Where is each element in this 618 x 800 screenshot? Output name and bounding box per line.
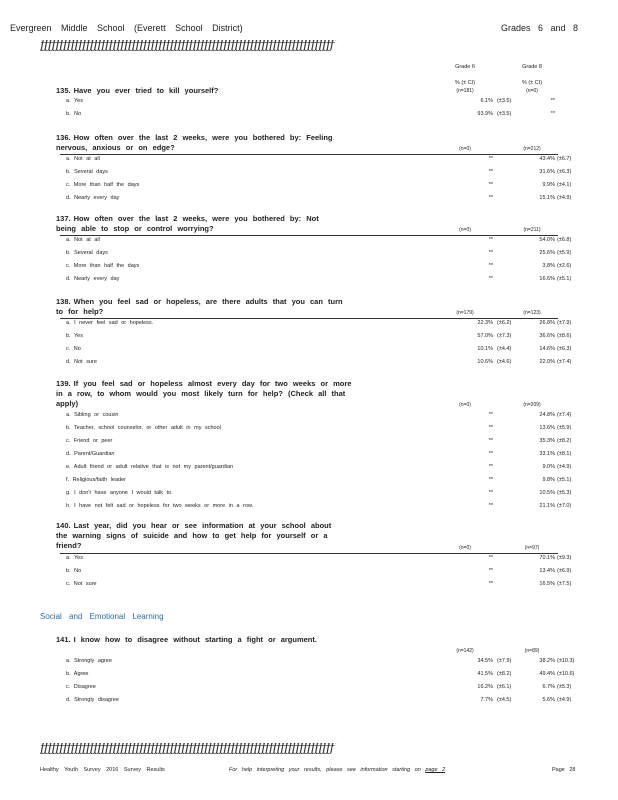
footer-survey-title: Healthy Youth Survey 2016 Survey Results	[40, 767, 165, 773]
decorative-divider-bottom: ƒƒƒƒƒƒƒƒƒƒƒƒƒƒƒƒƒƒƒƒƒƒƒƒƒƒƒƒƒƒƒƒƒƒƒƒƒƒƒƒƒƒƒƒƒƒƒƒƒƒƒƒƒƒƒƒƒƒƒƒƒƒƒƒƒƒƒƒƒƒƒƒƒƒƒƒƒ	[40, 743, 334, 754]
n-grade6: (n=179)	[456, 310, 474, 316]
col-pct-grade8: % (± CI)	[521, 80, 543, 86]
question-141: 141. I know how to disagree without starting a fight or argument.	[56, 635, 317, 644]
question-136: 136. How often over the last 2 weeks, were you bothered by: Feeling nervous, anxious or on edge?	[56, 133, 333, 152]
table-row: c. Disagree 16.2% (±6.1) 6.7% (±5.3)	[66, 684, 572, 690]
table-row: b. Agree 41.5% (±8.2) 49.4% (±10.6)	[66, 671, 575, 677]
table-row: h. I have not felt sad or hopeless for two weeks or more in a row. ** 21.1% (±7.0)	[66, 503, 572, 509]
question-140: 140. Last year, did you hear or see information at your school about the warning signs of suicide and how to get help for yourself or a friend?	[56, 521, 332, 550]
n-grade8: (n=97)	[524, 545, 540, 551]
footer-help-text: For help interpreting your results, please see information starting on page 2	[229, 767, 446, 773]
n-grade8: (n=209)	[523, 402, 541, 408]
table-row: b. Yes 57.0% (±7.3) 36.6% (±8.6)	[66, 333, 572, 339]
table-row: c. No 10.1% (±4.4) 14.6% (±6.3)	[66, 346, 572, 352]
question-text: Have you ever tried to kill yourself?	[73, 86, 219, 95]
n-grade6: (n=181)	[456, 88, 474, 94]
grades-label: Grades 6 and 8	[500, 23, 578, 33]
section-heading: Social and Emotional Learning	[40, 612, 164, 621]
table-row: c. More than half the days ** 9.9% (±4.1)	[66, 182, 572, 188]
n-grade8: (n=89)	[524, 648, 540, 654]
table-row: d. Nearly every day ** 16.6% (±5.1)	[66, 276, 572, 282]
n-grade6: (n=0)	[459, 402, 471, 408]
n-grade6: (n=142)	[456, 648, 474, 654]
table-row: a. Strongly agree 34.5% (±7.9) 38.2% (±10.3)	[66, 658, 575, 664]
table-row: b. Several days ** 31.6% (±6.3)	[66, 169, 572, 175]
table-row: a. I never feel sad or hopeless. 22.3% (±6.2) 26.8% (±7.9)	[66, 320, 572, 326]
n-grade6: (n=0)	[459, 227, 471, 233]
table-row: c. Not sure ** 16.5% (±7.5)	[66, 581, 572, 587]
table-row: d. Nearly every day ** 15.1% (±4.9)	[66, 195, 572, 201]
col-header-grade6: Grade 6	[455, 64, 475, 70]
table-row: b. Several days ** 25.6% (±5.9)	[66, 250, 572, 256]
table-row: d. Parent/Guardian ** 33.1% (±8.1)	[66, 451, 572, 457]
table-row: b. No ** 13.4% (±6.9)	[66, 568, 572, 574]
question-135	[56, 86, 386, 96]
table-row: g. I don't have anyone I would talk to. ** 10.5% (±5.3)	[66, 490, 572, 496]
col-pct-grade6: % (± CI)	[454, 80, 476, 86]
table-row: a. Yes 6.1% (±3.5) **	[66, 98, 555, 104]
col-header-grade8: Grade 8	[522, 64, 542, 70]
school-name: Evergreen Middle School (Everett School District)	[10, 23, 243, 33]
table-row: a. Sibling or cousin ** 24.8% (±7.4)	[66, 412, 572, 418]
decorative-divider-top: ƒƒƒƒƒƒƒƒƒƒƒƒƒƒƒƒƒƒƒƒƒƒƒƒƒƒƒƒƒƒƒƒƒƒƒƒƒƒƒƒƒƒƒƒƒƒƒƒƒƒƒƒƒƒƒƒƒƒƒƒƒƒƒƒƒƒƒƒƒƒƒƒƒƒƒƒƒ	[40, 40, 334, 51]
question-number: 135.	[56, 86, 71, 95]
page-2-link[interactable]: page 2	[425, 767, 446, 773]
n-grade8: (n=212)	[523, 146, 541, 152]
table-row: e. Adult friend or adult relative that is not my parent/guardian ** 9.0% (±4.9)	[66, 464, 572, 470]
n-grade8: (n=0)	[526, 88, 538, 94]
table-row: b. Teacher, school counselor, or other adult in my school ** 13.6% (±5.9)	[66, 425, 572, 431]
table-row: c. More than half the days ** 3.8% (±2.6)	[66, 263, 572, 269]
table-row: a. Not at all ** 43.4% (±6.7)	[66, 156, 572, 162]
table-row: b. No 93.9% (±3.5) **	[66, 111, 555, 117]
table-row: f. Religious/faith leader ** 9.8% (±5.1)	[66, 477, 572, 483]
n-grade8: (n=123)	[523, 310, 541, 316]
table-row: d. Not sure 10.6% (±4.6) 22.0% (±7.4)	[66, 359, 572, 365]
n-grade6: (n=0)	[459, 545, 471, 551]
question-137: 137. How often over the last 2 weeks, were you bothered by: Not being able to stop or control worrying?	[56, 214, 319, 233]
question-138: 138. When you feel sad or hopeless, are there adults that you can turn to for help?	[56, 297, 343, 316]
n-grade6: (n=0)	[459, 146, 471, 152]
table-row: d. Strongly disagree 7.7% (±4.5) 5.6% (±4.9)	[66, 697, 572, 703]
table-row: a. Yes ** 70.1% (±9.3)	[66, 555, 572, 561]
table-row: c. Friend or peer ** 35.3% (±8.2)	[66, 438, 572, 444]
page-number: Page 28	[552, 767, 576, 773]
table-row: a. Not at all ** 54.0% (±6.8)	[66, 237, 572, 243]
n-grade8: (n=211)	[523, 227, 541, 233]
question-139: 139. If you feel sad or hopeless almost every day for two weeks or more in a row, to whom would you most likely turn for help? (Check all that apply)	[56, 379, 352, 408]
